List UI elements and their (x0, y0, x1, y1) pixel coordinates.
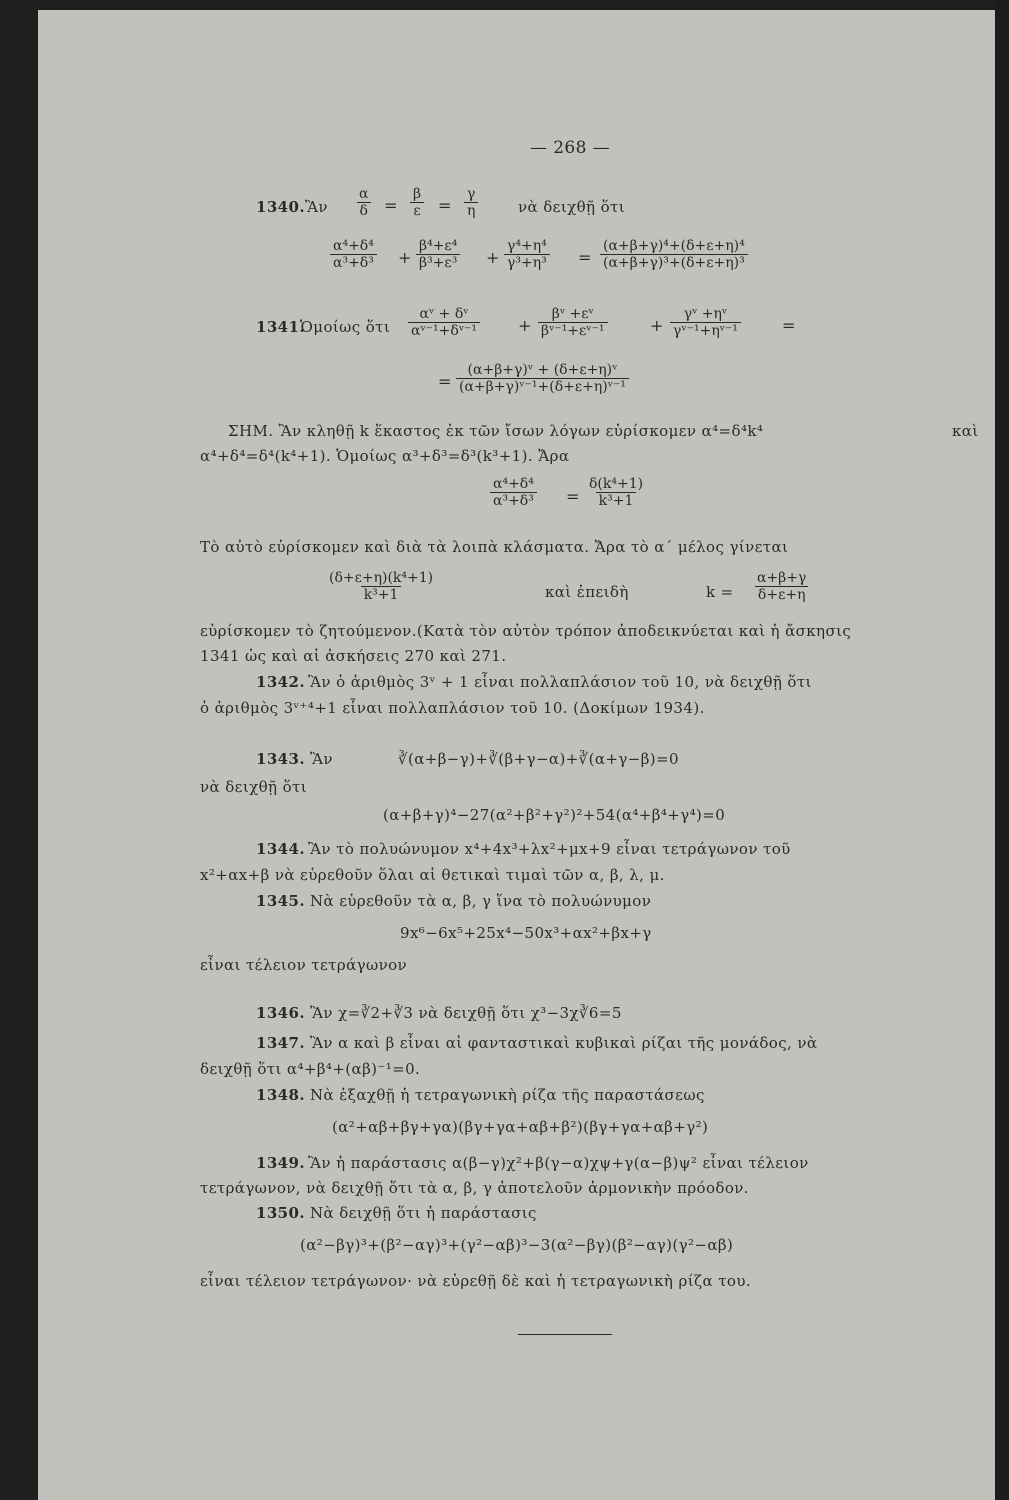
exercise-1342-line-1: Ἂν ὁ ἀριθμὸς 3ᵛ + 1 εἶναι πολλαπλάσιον τοῦ 10, νὰ δειχθῇ ὅτι (308, 673, 812, 691)
exercise-1347-line-1: Ἂν α καὶ β εἶναι αἱ φανταστικαὶ κυβικαὶ ρίζαι τῆς μονάδος, νὰ (310, 1034, 818, 1052)
denominator: δ+ε+η (755, 586, 809, 603)
scan-border-right (995, 0, 1009, 1500)
numerator: (α+β+γ)⁴+(δ+ε+η)⁴ (603, 238, 745, 254)
exercise-number-1345: 1345. (256, 892, 305, 910)
numerator: α (359, 186, 369, 202)
exercise-number-1350: 1350. (256, 1204, 305, 1222)
denominator: β³+ε³ (416, 254, 460, 271)
denominator: α³+δ³ (330, 254, 377, 271)
exercise-1343-result: (α+β+γ)⁴−27(α²+β²+γ²)²+54(α⁴+β⁴+γ⁴)=0 (383, 806, 726, 824)
exercise-1343-line-2: νὰ δειχθῇ ὅτι (200, 778, 307, 796)
exercise-1347-line-2: δειχθῇ ὅτι α⁴+β⁴+(αβ)⁻¹=0. (200, 1060, 421, 1078)
fraction-beta-epsilon-powers (416, 238, 460, 271)
fraction-gamma-eta-powers (504, 238, 550, 271)
note-line-2: α⁴+δ⁴=δ⁴(k⁴+1). Ὁμοίως α³+δ³=δ³(k³+1). Ἄρα (200, 447, 570, 465)
numerator: β⁴+ε⁴ (419, 238, 458, 254)
note-since: καὶ ἐπειδὴ (545, 583, 629, 601)
exercise-number-1341: 1341. (256, 318, 305, 336)
note-line-4: εὑρίσκομεν τὸ ζητούμενον.(Κατὰ τὸν αὐτὸν τρόπον ἀποδεικνύεται καὶ ἡ ἄσκησις (200, 622, 852, 640)
exercise-1343-condition: ∛(α+β−γ)+∛(β+γ−α)+∛(α+γ−β)=0 (398, 750, 679, 768)
exercise-1341-prefix: Ὁμοίως ὅτι (300, 318, 391, 336)
fraction-beta-epsilon-v (538, 306, 608, 339)
numerator: γᵛ +ηᵛ (683, 306, 728, 322)
equals-sign: = (578, 248, 592, 267)
denominator: (α+β+γ)³+(δ+ε+η)³ (600, 254, 748, 271)
plus-sign: + (398, 248, 412, 267)
fraction-note-a (490, 476, 537, 509)
numerator: β (413, 186, 422, 202)
denominator: βᵛ⁻¹+εᵛ⁻¹ (538, 322, 608, 339)
numerator: γ (467, 186, 476, 202)
page-number: — 268 — (530, 138, 611, 158)
numerator: (α+β+γ)ᵛ + (δ+ε+η)ᵛ (467, 362, 618, 378)
numerator: α⁴+δ⁴ (333, 238, 374, 254)
exercise-1344-line-2: x²+αx+β νὰ εὑρεθοῦν ὅλαι αἱ θετικαὶ τιμαὶ τῶν α, β, λ, μ. (200, 866, 665, 884)
exercise-1350-expression: (α²−βγ)³+(β²−αγ)³+(γ²−αβ)³−3(α²−βγ)(β²−αγ)(γ²−αβ) (300, 1236, 734, 1254)
fraction-beta-epsilon (410, 186, 424, 219)
exercise-1345-line-1: Νὰ εὑρεθοῦν τὰ α, β, γ ἵνα τὸ πολυώνυμον (310, 892, 652, 910)
numerator: α+β+γ (757, 570, 807, 586)
note-k-equals: k = (706, 583, 734, 601)
exercise-1345-line-3: εἶναι τέλειον τετράγωνον (200, 956, 408, 974)
fraction-alpha-delta-v (408, 306, 480, 339)
exercise-number-1349: 1349. (256, 1154, 305, 1172)
exercise-1349-line-1: Ἂν ἡ παράστασις α(β−γ)χ²+β(γ−α)χψ+γ(α−β)ψ² εἶναι τέλειον (308, 1154, 809, 1172)
exercise-1349-line-2: τετράγωνον, νὰ δειχθῇ ὅτι τὰ α, β, γ ἀποτελοῦν ἁρμονικὴν πρόοδον. (200, 1179, 749, 1197)
denominator: γ³+η³ (504, 254, 550, 271)
numerator: βᵛ +εᵛ (551, 306, 594, 322)
exercise-number-1346: 1346. (256, 1004, 305, 1022)
exercise-1346-text: Ἂν χ=∛2+∛3 νὰ δειχθῇ ὅτι χ³−3χ∛6=5 (310, 1004, 622, 1022)
fraction-sum-powers (600, 238, 748, 271)
note-line-3: Τὸ αὐτὸ εὑρίσκομεν καὶ διὰ τὰ λοιπὰ κλάσματα. Ἄρα τὸ α΄ μέλος γίνεται (200, 538, 789, 556)
exercise-number-1342: 1342. (256, 673, 305, 691)
denominator: η (464, 202, 478, 219)
denominator: ε (410, 202, 423, 219)
note-line-5: 1341 ὡς καὶ αἱ ἀσκήσεις 270 καὶ 271. (200, 647, 507, 665)
exercise-1350-line-3: εἶναι τέλειον τετράγωνον· νὰ εὑρεθῇ δὲ καὶ ἡ τετραγωνικὴ ρίζα του. (200, 1272, 752, 1290)
equals-sign: = (384, 196, 398, 215)
denominator: k³+1 (361, 586, 402, 603)
exercise-number-1343: 1343. (256, 750, 305, 768)
fraction-note-d (754, 570, 809, 603)
exercise-1350-line-1: Νὰ δειχθῇ ὅτι ἡ παράστασις (310, 1204, 537, 1222)
exercise-1340-tail: νὰ δειχθῇ ὅτι (518, 198, 625, 216)
exercise-1348-line-1: Νὰ ἐξαχθῇ ἡ τετραγωνικὴ ρίζα τῆς παραστάσεως (310, 1086, 705, 1104)
exercise-number-1344: 1344. (256, 840, 305, 858)
equals-sign: = (438, 196, 452, 215)
fraction-note-b (586, 476, 646, 509)
numerator: γ⁴+η⁴ (507, 238, 547, 254)
denominator: γᵛ⁻¹+ηᵛ⁻¹ (670, 322, 741, 339)
equals-sign: = (782, 316, 796, 335)
numerator: δ(k⁴+1) (589, 476, 644, 492)
exercise-number-1347: 1347. (256, 1034, 305, 1052)
denominator: αᵛ⁻¹+δᵛ⁻¹ (408, 322, 480, 339)
fraction-note-c (326, 570, 436, 603)
exercise-1345-polynomial: 9x⁶−6x⁵+25x⁴−50x³+αx²+βx+γ (400, 924, 652, 942)
fraction-gamma-eta-v (670, 306, 741, 339)
denominator: δ (357, 202, 371, 219)
numerator: αᵛ + δᵛ (419, 306, 469, 322)
exercise-1343-prefix: Ἂν (310, 750, 333, 768)
exercise-1342-line-2: ὁ ἀριθμὸς 3ᵛ⁺⁴+1 εἶναι πολλαπλάσιον τοῦ 10. (Δοκίμων 1934). (200, 699, 705, 717)
fraction-gamma-eta (464, 186, 478, 219)
exercise-1340-prefix: Ἂν (305, 198, 328, 216)
exercise-1344-line-1: Ἂν τὸ πολυώνυμον x⁴+4x³+λx²+μx+9 εἶναι τετράγωνον τοῦ (308, 840, 791, 858)
plus-sign: + (486, 248, 500, 267)
book-page (38, 10, 995, 1500)
denominator: α³+δ³ (490, 492, 537, 509)
fraction-alpha-delta (356, 186, 371, 219)
end-rule (518, 1334, 612, 1335)
note-line-1: ΣΗΜ. Ἂν κληθῇ k ἕκαστος ἐκ τῶν ἴσων λόγων εὑρίσκομεν α⁴=δ⁴k⁴ (228, 422, 764, 440)
equals-sign: = (438, 372, 452, 391)
equals-sign: = (566, 487, 580, 506)
scan-border-left (0, 0, 38, 1500)
exercise-number-1340: 1340. (256, 198, 305, 216)
fraction-result-v (456, 362, 629, 395)
denominator: k³+1 (596, 492, 637, 509)
note-line-1-end: καὶ (952, 422, 979, 440)
numerator: α⁴+δ⁴ (493, 476, 534, 492)
numerator: (δ+ε+η)(k⁴+1) (329, 570, 434, 586)
plus-sign: + (518, 316, 532, 335)
fraction-alpha-delta-powers (330, 238, 377, 271)
exercise-1348-expression: (α²+αβ+βγ+γα)(βγ+γα+αβ+β²)(βγ+γα+αβ+γ²) (332, 1118, 709, 1136)
plus-sign: + (650, 316, 664, 335)
denominator: (α+β+γ)ᵛ⁻¹+(δ+ε+η)ᵛ⁻¹ (456, 378, 629, 395)
exercise-number-1348: 1348. (256, 1086, 305, 1104)
